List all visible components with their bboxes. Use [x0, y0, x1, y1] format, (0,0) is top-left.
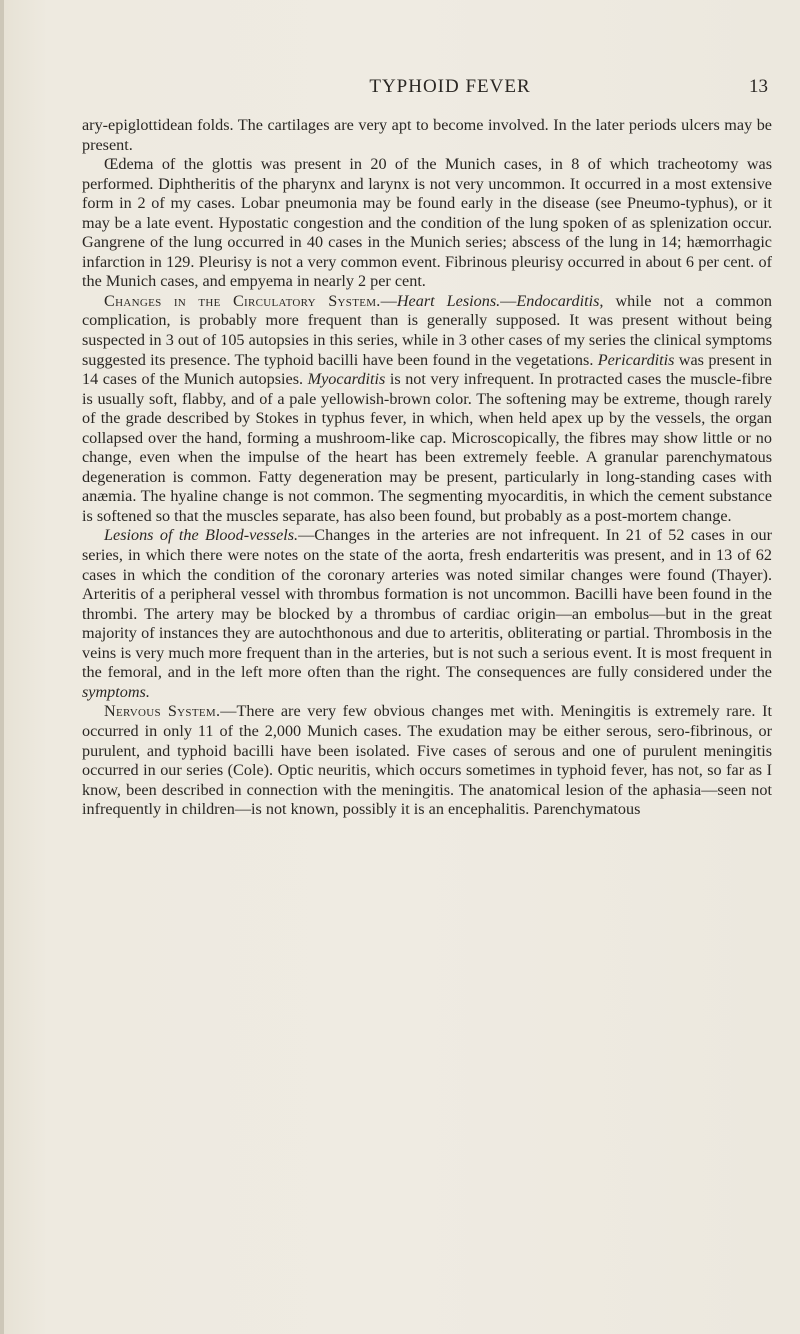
text-pericarditis: was present in 14 cases of the Munich autopsies. — [82, 350, 772, 389]
paragraph-1: ary-epiglottidean folds. The cartilages are very apt to become involved. In the later periods ulcers may be present. — [82, 116, 772, 154]
term-pericarditis: Pericarditis — [597, 350, 675, 369]
term-myocarditis: Myocarditis — [307, 370, 386, 389]
term-symptoms: symptoms. — [82, 682, 150, 701]
paragraph-circulatory: Changes in the Circulatory System.—Heart Lesions.—Endocarditis, while not a common complication, is probably more frequent than is generally supposed. It was present without being suspected in 3 out of 105 autopsies in this series, while in 3 other cases of my series the clinical symptoms suggested its presence. The typhoid bacilli have been found in the vegetations. Pericarditis was present in 14 cases of the Munich autopsies. Myocarditis is not very infrequent. In protracted cases the muscle-fibre is usually soft, flabby, and of a pale yellowish-brown color. The softening may be extreme, though rarely of the grade described by Stokes in typhus fever, in which, when held apex up by the vessels, the organ collapsed over the hand, forming a mushroom-like cap. Microscopically, the fibres may show little or no change, even when the impulse of the heart has been extremely feeble. A granular parenchymatous degeneration is common. Fatty degeneration may be present, particularly in long-standing cases with anæmia. The hyaline change is not common. The segmenting myocarditis, in which the cement substance is softened so that the muscles separate, has also been found, but probably as a post-mortem change. — [82, 291, 773, 525]
subheading-blood-vessels: Lesions of the Blood-vessels. — [104, 526, 299, 545]
term-endocarditis: Endocarditis, — [516, 291, 604, 310]
paragraph-oedema: Œdema of the glottis was present in 20 of the Munich cases, in 8 of which tracheotomy was performed. Diphtheritis of the pharynx and larynx is not very uncommon. It occurred in a most extensive form in 2 of my cases. Lobar pneumonia may be found early in the disease (see Pneumo-typhus), or it may be a late event. Hypostatic congestion and the condition of the lung spoken of as splenization occur. Gangrene of the lung occurred in 40 cases in the Munich series; abscess of the lung in 14; hæmorrhagic infarction in 129. Pleurisy is not a very common event. Fibrinous pleurisy occurred in about 6 per cent. of the Munich cases, and empyema in nearly 2 per cent. — [82, 155, 772, 291]
page-binding-edge — [0, 0, 4, 1334]
page-number: 13 — [749, 76, 768, 97]
page-header — [80, 76, 770, 104]
section-heading-circulatory: Changes in the Circulatory System. — [104, 291, 381, 310]
section-heading-nervous: Nervous System. — [104, 702, 221, 721]
body-text — [82, 116, 772, 820]
text-endocarditis: while not a common complication, is probably more frequent than is generally supposed. It was present without being suspected in 3 out of 105 autopsies in this series, while in 3 other cases of my series the clinical symptoms suggested its presence. The typhoid bacilli have been found in the vegetations. — [82, 291, 773, 369]
paragraph-blood-vessels — [82, 526, 772, 702]
text-blood-vessels: —Changes in the arteries are not infrequent. In 21 of 52 cases in our series, in which there were notes on the state of the aorta, fresh endarteritis was present, and in 13 of 62 cases in which the condition of the coronary arteries was noted similar changes were found (Thayer). Arteritis of a peripheral vessel with thrombus formation is not uncommon. Bacilli have been found in the thrombi. The artery may be blocked by a thrombus of cardiac origin—an embolus—but in the great majority of instances they are autochthonous and due to arteritis, obliterating or partial. Thrombosis in the veins is very much more frequent than in the arteries, but is not such a serious event. It is most frequent in the femoral, and in the left more often than the right. The consequences are fully considered under the — [82, 526, 772, 682]
paragraph-nervous-system — [82, 702, 772, 819]
text-nervous-system: —There are very few obvious changes met with. Meningitis is extremely rare. It occurred in only 11 of the 2,000 Munich cases. The exudation may be either serous, sero-fibrinous, or purulent, and typhoid bacilli have been isolated. Five cases of serous and one of purulent meningitis occurred in our series (Cole). Optic neuritis, which occurs sometimes in typhoid fever, has not, so far as I know, been described in connection with the meningitis. The anatomical lesion of the aphasia—seen not infrequently in children—is not known, possibly it is an encephalitis. Parenchymatous — [82, 702, 772, 819]
subheading-heart-lesions: Heart Lesions. — [396, 291, 501, 310]
text-myocarditis: is not very infrequent. In protracted cases the muscle-fibre is usually soft, flabby, and of a pale yellowish-brown color. The softening may be extreme, though rarely of the grade described by Stokes in typhus fever, in which, when held apex up by the vessels, the organ collapsed over the hand, forming a mushroom-like cap. Microscopically, the fibres may show little or no change, even when the impulse of the heart has been extremely feeble. A granular parenchymatous degeneration is common. Fatty degeneration may be present, particularly in long-standing cases with anæmia. The hyaline change is not common. The segmenting myocarditis, in which the cement substance is softened so that the muscles separate, has also been found, but probably as a post-mortem change. — [82, 370, 772, 525]
running-title: TYPHOID FEVER — [369, 76, 531, 97]
